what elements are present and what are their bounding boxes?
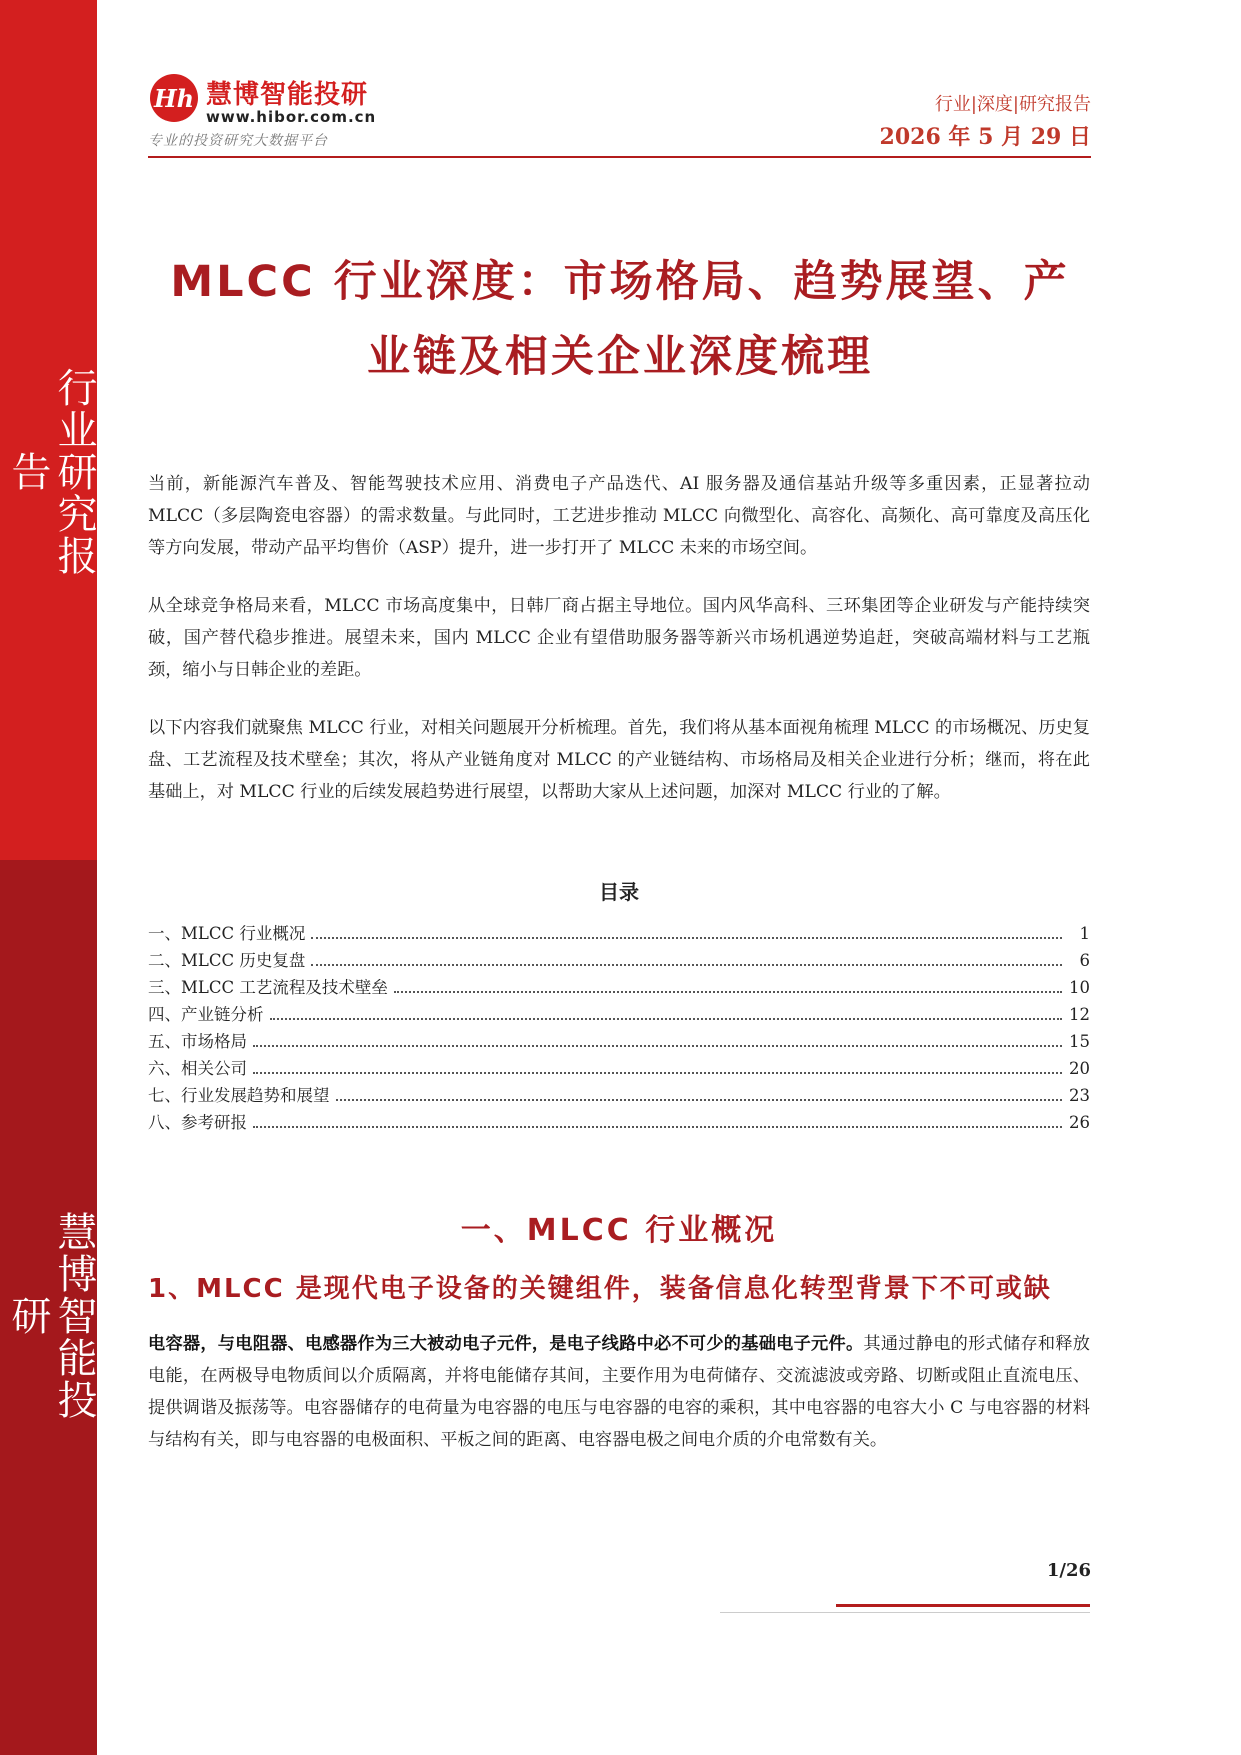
header-divider <box>148 156 1091 158</box>
page-title <box>150 245 1090 395</box>
toc-leader-dots <box>270 1018 1063 1020</box>
intro-paragraph: 从全球竞争格局来看，MLCC 市场高度集中，日韩厂商占据主导地位。国内风华高科、三环集团等企业研发与产能持续突破，国产替代稳步推进。展望未来，国内 MLCC 企业有望借助服务器等新兴市场机遇逆势追赶，突破高端材料与工艺瓶颈，缩小与日韩企业的差距。 <box>148 596 1090 680</box>
toc-item-page: 12 <box>1069 1005 1090 1024</box>
side-band <box>0 0 97 1755</box>
toc-item-page: 26 <box>1069 1113 1090 1132</box>
section-heading: 一、MLCC 行业概况 <box>460 1213 778 1248</box>
intro-paragraph: 以下内容我们就聚焦 MLCC 行业，对相关问题展开分析梳理。首先，我们将从基本面视角梳理 MLCC 的市场概况、历史复盘、工艺流程及技术壁垒；其次，将从产业链角度对 MLCC 的产业链结构、市场格局及相关企业进行分析；继而，将在此基础上，对 MLCC 行业的后续发展趋势进行展望，以帮助大家从上述问题，加深对 MLCC 行业的了解。 <box>148 718 1090 802</box>
page-header <box>148 66 1091 158</box>
toc-leader-dots <box>253 1045 1062 1047</box>
toc-item-page: 23 <box>1069 1086 1090 1105</box>
report-date: 2026 年 5 月 29 日 <box>879 124 1091 150</box>
toc-item-page: 20 <box>1069 1059 1090 1078</box>
title-line-2: 业链及相关企业深度梳理 <box>367 332 873 382</box>
toc-item[interactable] <box>148 1082 1090 1109</box>
toc-item-label: 一、MLCC 行业概况 <box>148 924 306 943</box>
footer-divider-accent <box>836 1604 1090 1607</box>
intro-section <box>148 468 1090 834</box>
table-of-contents <box>148 920 1090 1136</box>
side-label-brand: 慧博智能投研 <box>5 1211 97 1421</box>
toc-item-label: 二、MLCC 历史复盘 <box>148 951 306 970</box>
toc-leader-dots <box>336 1099 1063 1101</box>
toc-item[interactable] <box>148 1109 1090 1136</box>
toc-item[interactable] <box>148 974 1090 1001</box>
body-lead-text: 电容器，与电阻器、电感器作为三大被动电子元件，是电子线路中必不可少的基础电子元件。 <box>148 1334 864 1354</box>
toc-item[interactable] <box>148 1055 1090 1082</box>
toc-leader-dots <box>253 1126 1062 1128</box>
logo-slogan: 专业的投资研究大数据平台 <box>148 133 328 149</box>
toc-item-page: 15 <box>1069 1032 1090 1051</box>
logo-url[interactable]: www.hibor.com.cn <box>206 108 377 126</box>
body-paragraph <box>148 1328 1090 1456</box>
sub-heading: 1、MLCC 是现代电子设备的关键组件，装备信息化转型背景下不可或缺 <box>148 1274 1052 1304</box>
side-label-report-type: 行业研究报告 <box>5 367 97 577</box>
toc-item-label: 六、相关公司 <box>148 1059 247 1078</box>
toc-item-label: 五、市场格局 <box>148 1032 247 1051</box>
intro-paragraph: 当前，新能源汽车普及、智能驾驶技术应用、消费电子产品迭代、AI 服务器及通信基站升级等多重因素，正显著拉动 MLCC（多层陶瓷电容器）的需求数量。与此同时，工艺进步推动 MLCC 向微型化、高容化、高频化、高可靠度及高压化等方向发展，带动产品平均售价（ASP）提升，进一步打开了 MLCC 未来的市场空间。 <box>148 474 1090 558</box>
toc-item[interactable] <box>148 947 1090 974</box>
footer-divider <box>720 1612 1090 1613</box>
toc-leader-dots <box>394 991 1062 993</box>
body-text: 其通过静电的形式储存和释放电能，在两极导电物质间以介质隔离，并将电能储存其间，主要作用为电荷储存、交流滤波或旁路、切断或阻止直流电压、提供调谐及振荡等。电容器储存的电荷量为电容器的电压与电容器的电容的乘积，其中电容器的电容大小 C 与电容器的材料与结构有关，即与电容器的电极面积、平板之间的距离、电容器电极之间电介质的介电常数有关。 <box>148 1334 1090 1450</box>
toc-leader-dots <box>253 1072 1062 1074</box>
logo-name: 慧博智能投研 <box>206 80 369 110</box>
hibor-logo-icon <box>150 74 198 122</box>
toc-item-label: 三、MLCC 工艺流程及技术壁垒 <box>148 978 388 997</box>
toc-item-label: 四、产业链分析 <box>148 1005 264 1024</box>
toc-item-label: 七、行业发展趋势和展望 <box>148 1086 330 1105</box>
toc-item[interactable] <box>148 920 1090 947</box>
toc-item[interactable] <box>148 1028 1090 1055</box>
toc-item[interactable] <box>148 1001 1090 1028</box>
page-number: 1/26 <box>1046 1560 1091 1581</box>
report-type: 行业|深度|研究报告 <box>934 94 1091 115</box>
toc-item-page: 6 <box>1079 951 1090 970</box>
toc-leader-dots <box>311 937 1062 939</box>
toc-item-page: 10 <box>1069 978 1090 997</box>
title-line-1: MLCC 行业深度：市场格局、趋势展望、产 <box>170 257 1070 307</box>
toc-leader-dots <box>311 964 1062 966</box>
toc-title: 目录 <box>599 880 639 904</box>
toc-item-page: 1 <box>1079 924 1090 943</box>
toc-item-label: 八、参考研报 <box>148 1113 247 1132</box>
svg-text:Hh: Hh <box>153 84 195 113</box>
